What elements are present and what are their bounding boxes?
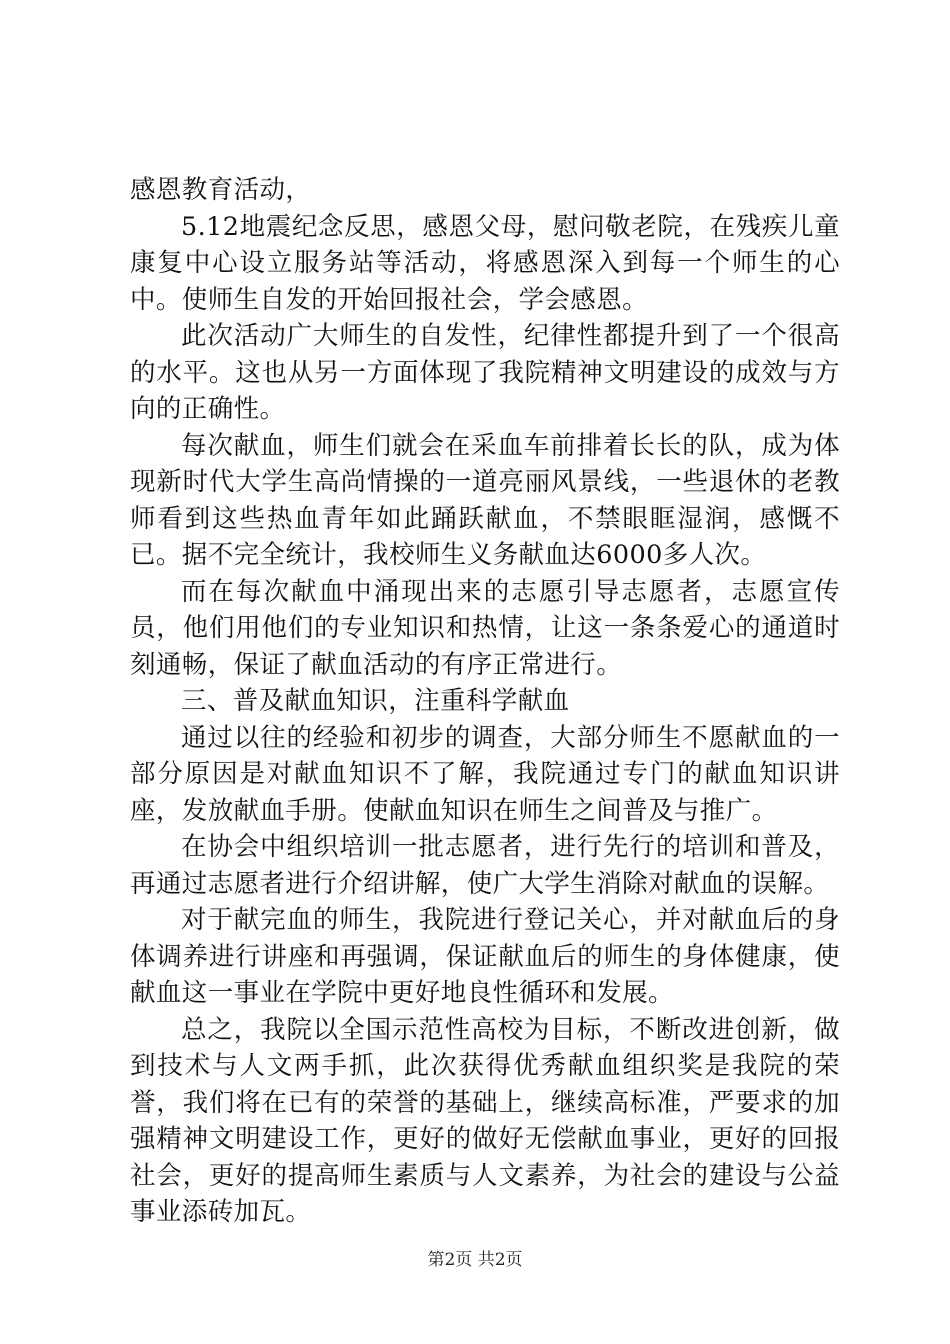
- paragraph: 总之，我院以全国示范性高校为目标，不断改进创新，做到技术与人文两手抓，此次获得优秀献血组织奖是我院的荣誉，我们将在已有的荣誉的基础上，继续高标准，严要求的加强精神文明建设工作，更好的做好无偿献血事业，更好的回报社会，更好的提高师生素质与人文素养，为社会的建设与公益事业添砖加瓦。: [130, 1014, 840, 1227]
- paragraph: 此次活动广大师生的自发性，纪律性都提升到了一个很高的水平。这也从另一方面体现了我院精神文明建设的成效与方向的正确性。: [130, 321, 840, 424]
- paragraph: 每次献血，师生们就会在采血车前排着长长的队，成为体现新时代大学生高尚情操的一道亮丽风景线，一些退休的老教师看到这些热血青年如此踊跃献血，不禁眼眶湿润，感慨不已。据不完全统计，我校师生义务献血达6000多人次。: [130, 430, 840, 570]
- paragraph: 对于献完血的师生，我院进行登记关心，并对献血后的身体调养进行讲座和再强调，保证献血后的师生的身体健康，使献血这一事业在学院中更好地良性循环和发展。: [130, 905, 840, 1008]
- page-footer: 第2页 共2页: [427, 1250, 523, 1270]
- paragraph: 在协会中组织培训一批志愿者，进行先行的培训和普及，再通过志愿者进行介绍讲解，使广大学生消除对献血的误解。: [130, 832, 840, 899]
- body-text: [130, 172, 840, 1231]
- paragraph: 5.12地震纪念反思，感恩父母，慰问敬老院，在残疾儿童康复中心设立服务站等活动，将感恩深入到每一个师生的心中。使师生自发的开始回报社会，学会感恩。: [130, 211, 840, 315]
- paragraph-continued: 感恩教育活动，: [130, 175, 312, 205]
- paragraph: 通过以往的经验和初步的调查，大部分师生不愿献血的一部分原因是对献血知识不了解，我院通过专门的献血知识讲座，发放献血手册。使献血知识在师生之间普及与推广。: [130, 722, 840, 826]
- section-heading: 三、普及献血知识，注重科学献血: [181, 686, 570, 716]
- paragraph: 而在每次献血中涌现出来的志愿引导志愿者，志愿宣传员，他们用他们的专业知识和热情，让这一条条爱心的通道时刻通畅，保证了献血活动的有序正常进行。: [130, 576, 840, 680]
